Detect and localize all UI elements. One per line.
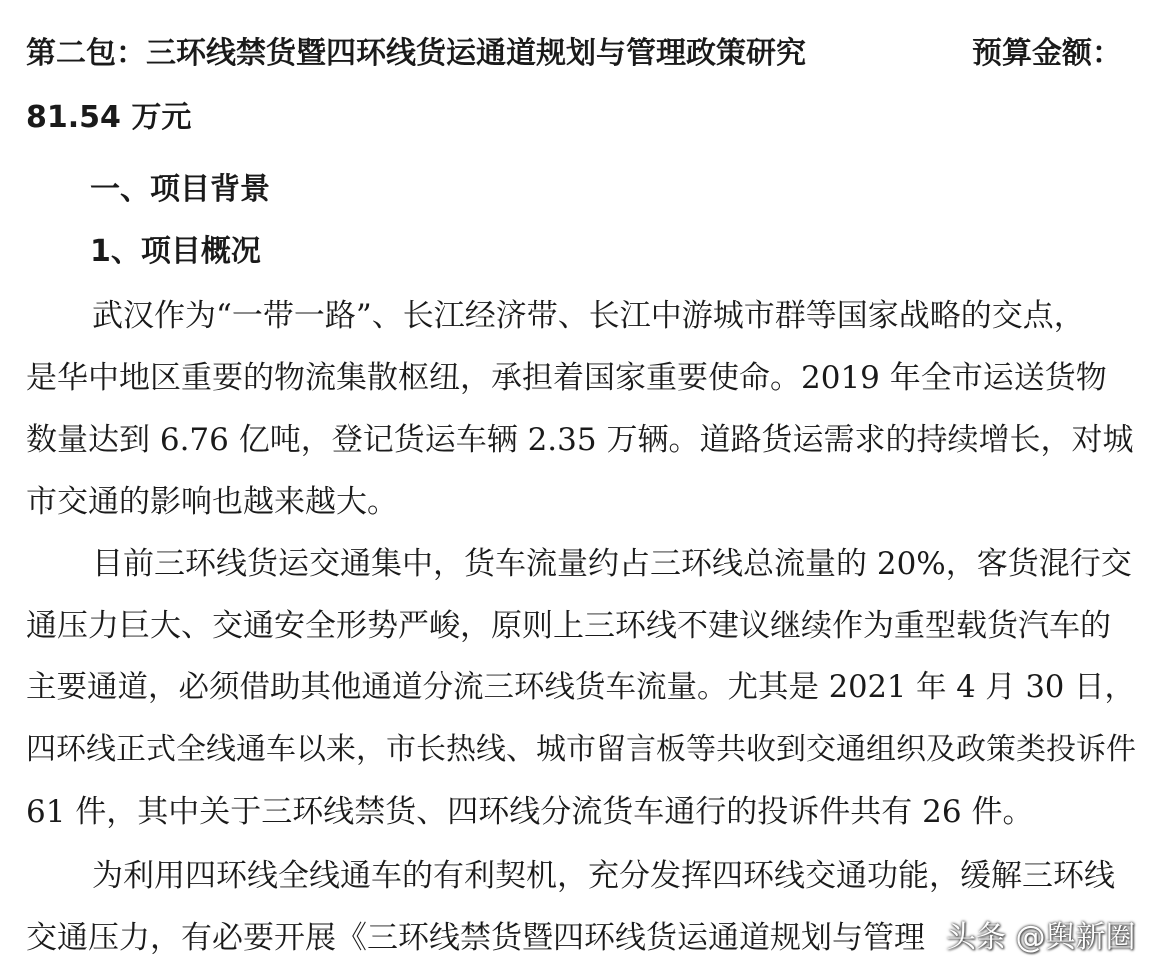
paragraph-3-line-1: 为利用四环线全线通车的有利契机，充分发挥四环线交通功能，缓解三环线	[92, 858, 1115, 894]
paragraph-3-line-2: 交通压力，有必要开展《三环线禁货暨四环线货运通道规划与管理	[26, 920, 925, 956]
watermark-text: 头条 @舆新圈	[946, 920, 1136, 955]
budget-label: 预算金额：	[972, 36, 1122, 71]
budget-value: 81.54 万元	[26, 100, 192, 135]
subsection-heading: 1、项目概况	[90, 234, 261, 269]
paragraph-1-line-2: 是华中地区重要的物流集散枢纽，承担着国家重要使命。2019 年全市运送货物	[26, 360, 1107, 396]
paragraph-2-line-1: 目前三环线货运交通集中，货车流量约占三环线总流量的 20%，客货混行交	[92, 546, 1132, 582]
document-title: 第二包：三环线禁货暨四环线货运通道规划与管理政策研究	[26, 36, 806, 71]
paragraph-1-line-3: 数量达到 6.76 亿吨，登记货运车辆 2.35 万辆。道路货运需求的持续增长，对城	[26, 422, 1134, 458]
paragraph-1-line-4: 市交通的影响也越来越大。	[26, 484, 398, 520]
paragraph-1-line-1: 武汉作为“一带一路”、长江经济带、长江中游城市群等国家战略的交点，	[92, 298, 1085, 334]
paragraph-2-line-2: 通压力巨大、交通安全形势严峻，原则上三环线不建议继续作为重型载货汽车的	[26, 608, 1111, 644]
paragraph-2-line-4: 四环线正式全线通车以来，市长热线、城市留言板等共收到交通组织及政策类投诉件	[26, 732, 1136, 767]
section-heading: 一、项目背景	[90, 172, 270, 207]
paragraph-2-line-5: 61 件，其中关于三环线禁货、四环线分流货车通行的投诉件共有 26 件。	[26, 794, 1034, 830]
paragraph-2-line-3: 主要通道，必须借助其他通道分流三环线货车流量。尤其是 2021 年 4 月 30 日，	[26, 670, 1136, 705]
